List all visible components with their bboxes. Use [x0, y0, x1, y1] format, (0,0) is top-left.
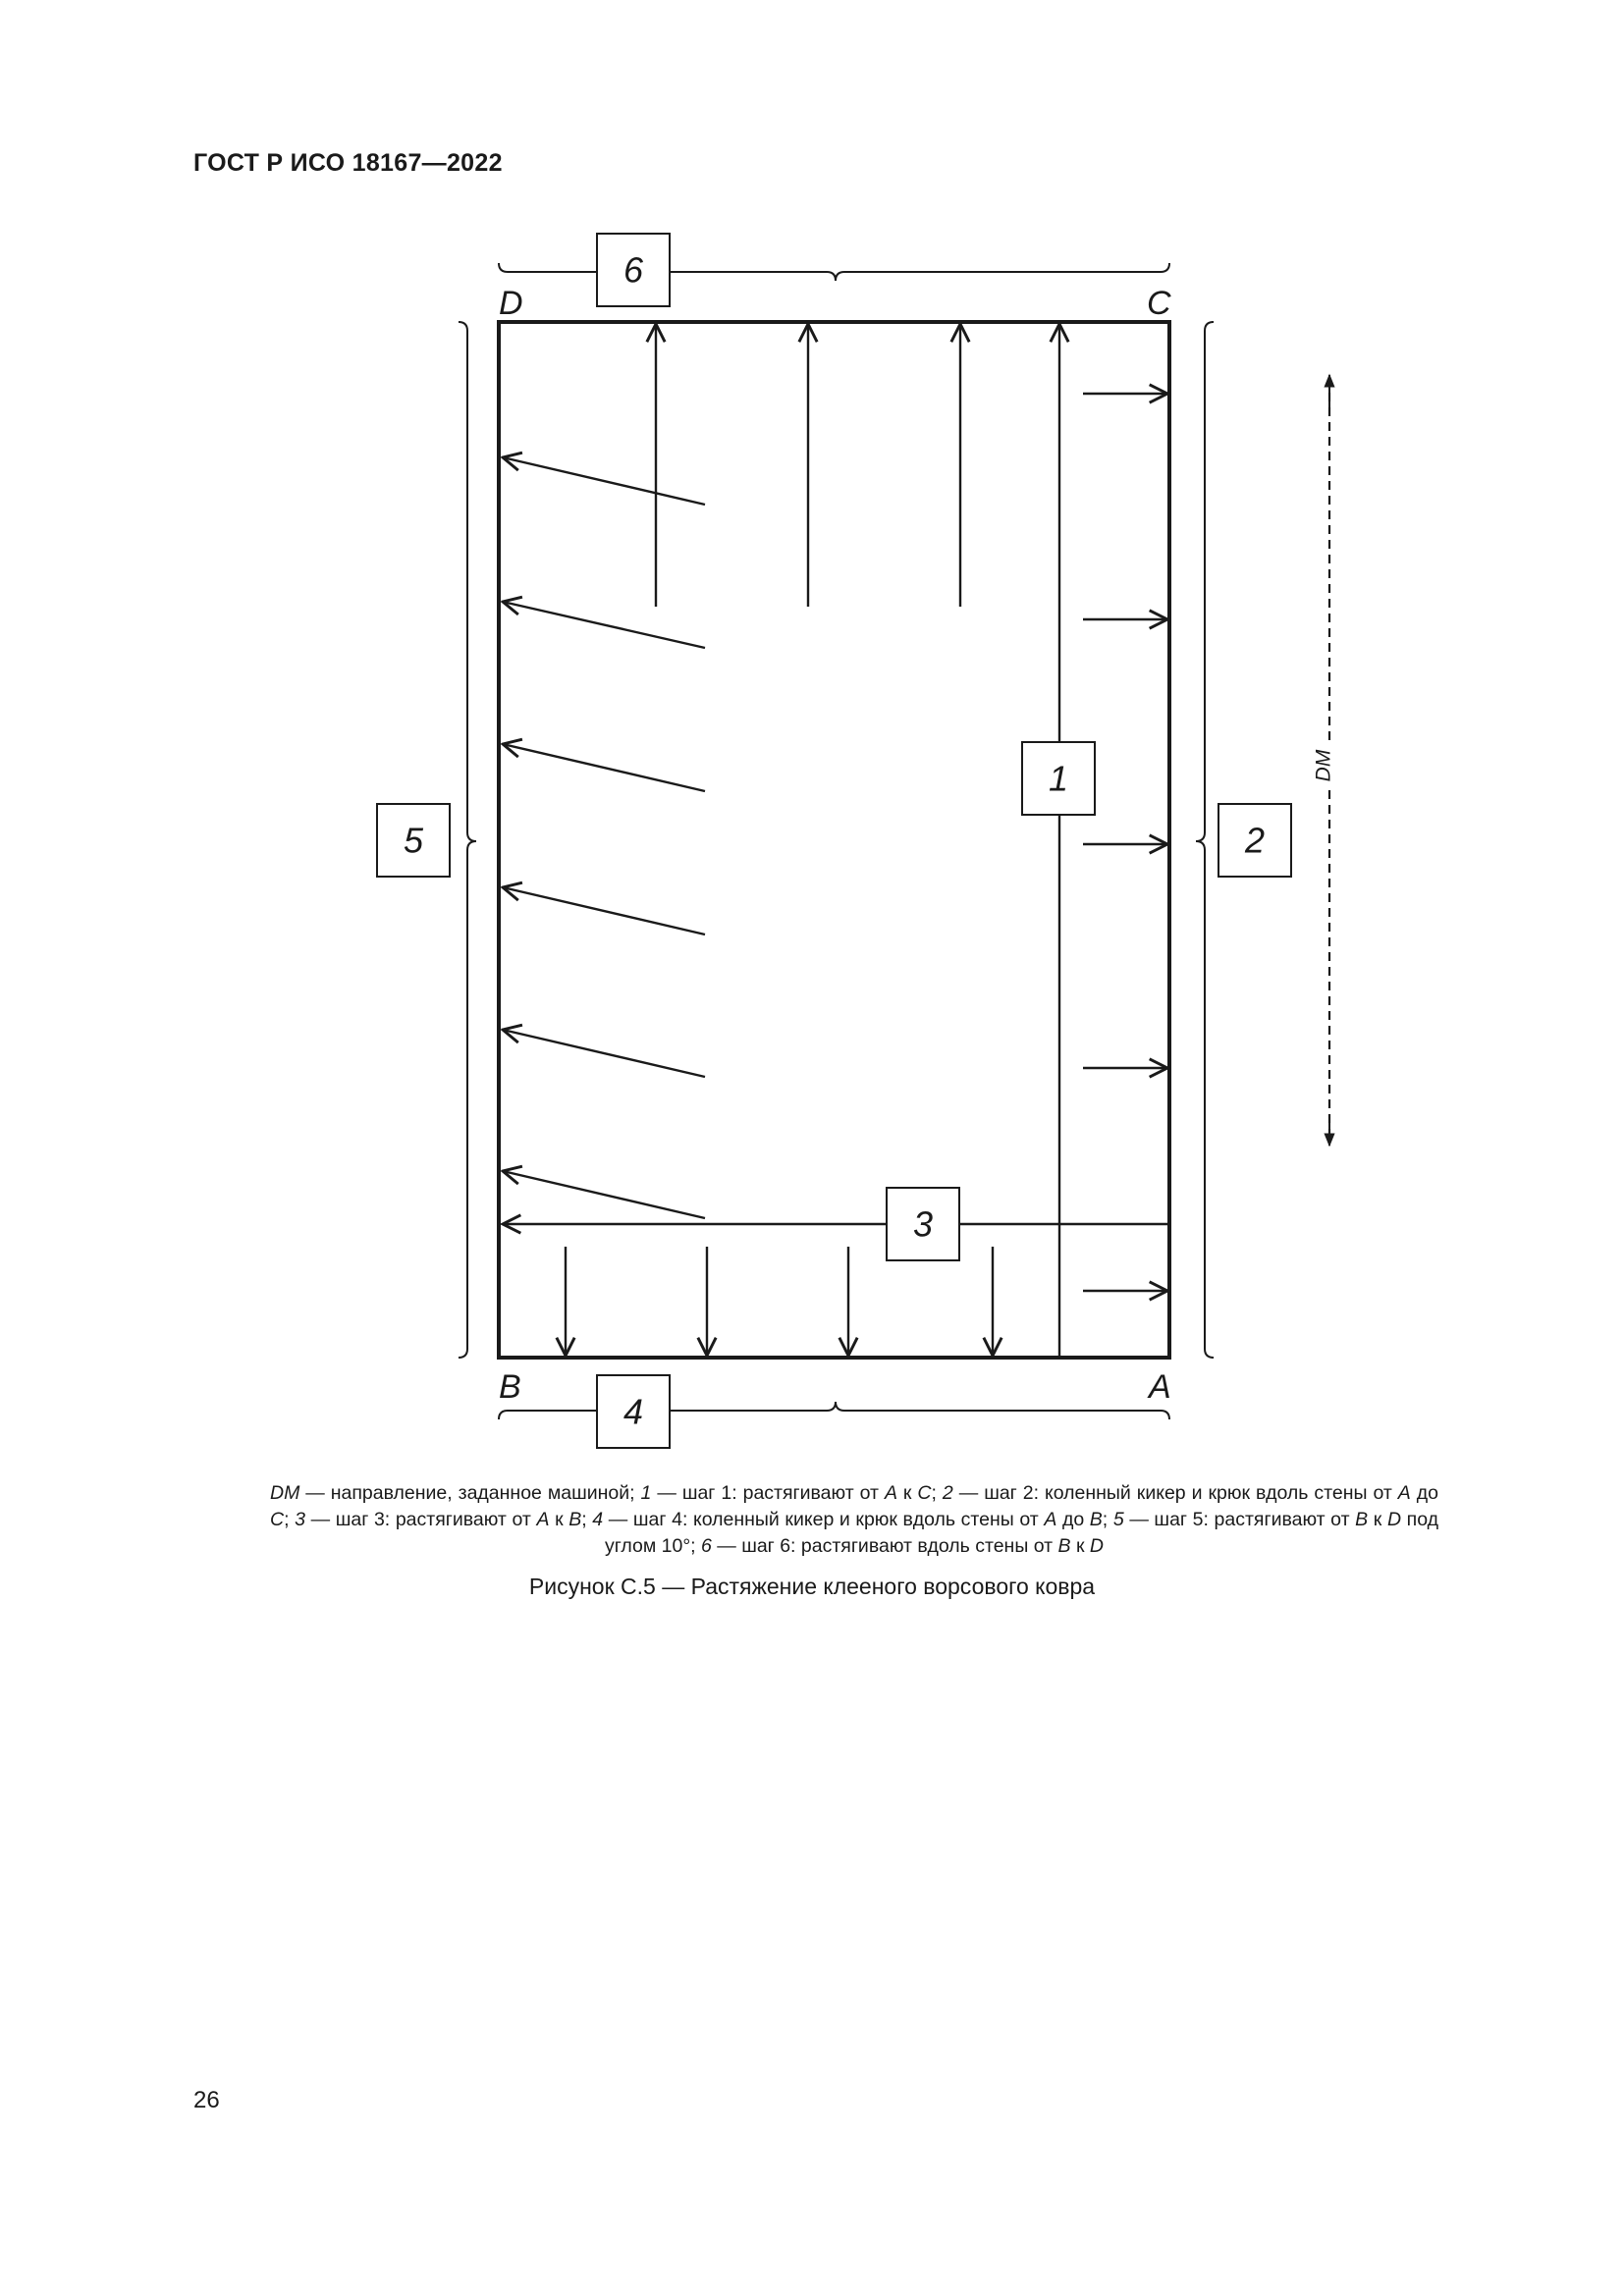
legend-run: 5: [1112, 1509, 1124, 1530]
legend-run: ;: [931, 1482, 943, 1504]
legend-run: — шаг 1: растягивают от: [651, 1482, 885, 1504]
legend-run: 3: [295, 1509, 305, 1530]
legend-run: A: [1397, 1482, 1411, 1504]
step-1-label: 1: [1048, 758, 1069, 799]
legend-run: до: [1056, 1509, 1090, 1530]
legend-run: 4: [592, 1509, 604, 1530]
legend-run: B: [568, 1509, 582, 1530]
legend-run: ;: [1102, 1509, 1113, 1530]
step-3-label: 3: [912, 1203, 934, 1245]
step-boxes: [377, 234, 1291, 1448]
legend-run: C: [917, 1482, 932, 1504]
legend-run: к: [1070, 1535, 1090, 1557]
step6-arrows: [656, 324, 960, 607]
legend-run: к: [896, 1482, 918, 1504]
legend-run: D: [1089, 1535, 1105, 1557]
legend-run: к: [549, 1509, 569, 1530]
legend-run: — направление, заданное машиной;: [299, 1482, 641, 1504]
legend-run: ;: [581, 1509, 593, 1530]
legend-run: — шаг 6: растягивают вдоль стены от: [711, 1535, 1058, 1557]
legend-run: A: [1044, 1509, 1057, 1530]
figure-legend: [270, 1480, 1438, 1560]
room-outline: [499, 322, 1169, 1358]
legend-run: A: [884, 1482, 897, 1504]
legend-run: B: [1057, 1535, 1071, 1557]
step-4-label: 4: [623, 1391, 644, 1432]
brace-left: [459, 322, 476, 1358]
step-6-label: 6: [623, 249, 644, 291]
legend-run: до: [1410, 1482, 1438, 1504]
corner-b-label: B: [499, 1368, 521, 1406]
corner-d-label: D: [499, 285, 523, 322]
step5-arrows: [503, 457, 705, 1218]
legend-run: к: [1368, 1509, 1387, 1530]
legend-run: B: [1089, 1509, 1103, 1530]
legend-run: под углом 10°;: [604, 1509, 1438, 1557]
legend-run: — шаг 5: растягивают от: [1123, 1509, 1356, 1530]
legend-run: 2: [942, 1482, 953, 1504]
legend-run: DM: [270, 1482, 300, 1504]
legend-run: ;: [284, 1509, 296, 1530]
step-5-label: 5: [403, 820, 424, 861]
step-2-label: 2: [1244, 820, 1266, 861]
brace-right: [1196, 322, 1214, 1358]
braces: [459, 263, 1214, 1419]
legend-run: — шаг 2: коленный кикер и крюк вдоль стены от: [952, 1482, 1398, 1504]
legend-run: — шаг 4: коленный кикер и крюк вдоль стены от: [603, 1509, 1045, 1530]
legend-run: B: [1355, 1509, 1369, 1530]
page-number: 26: [193, 2087, 220, 2113]
figure-caption: Рисунок С.5 — Растяжение клееного ворсового ковра: [528, 1574, 1096, 1599]
legend-run: — шаг 3: растягивают от: [305, 1509, 537, 1530]
step4-arrows: [566, 1247, 993, 1356]
legend-run: D: [1386, 1509, 1402, 1530]
corner-c-label: C: [1147, 285, 1171, 322]
legend-run: 6: [701, 1535, 712, 1557]
legend-run: C: [270, 1509, 285, 1530]
dm-label: DM: [1312, 749, 1335, 782]
document-header: ГОСТ Р ИСО 18167—2022: [193, 149, 503, 177]
legend-run: A: [536, 1509, 550, 1530]
legend-run: 1: [640, 1482, 652, 1504]
corner-a-label: A: [1149, 1368, 1171, 1406]
step2-arrows: [1083, 394, 1167, 1291]
